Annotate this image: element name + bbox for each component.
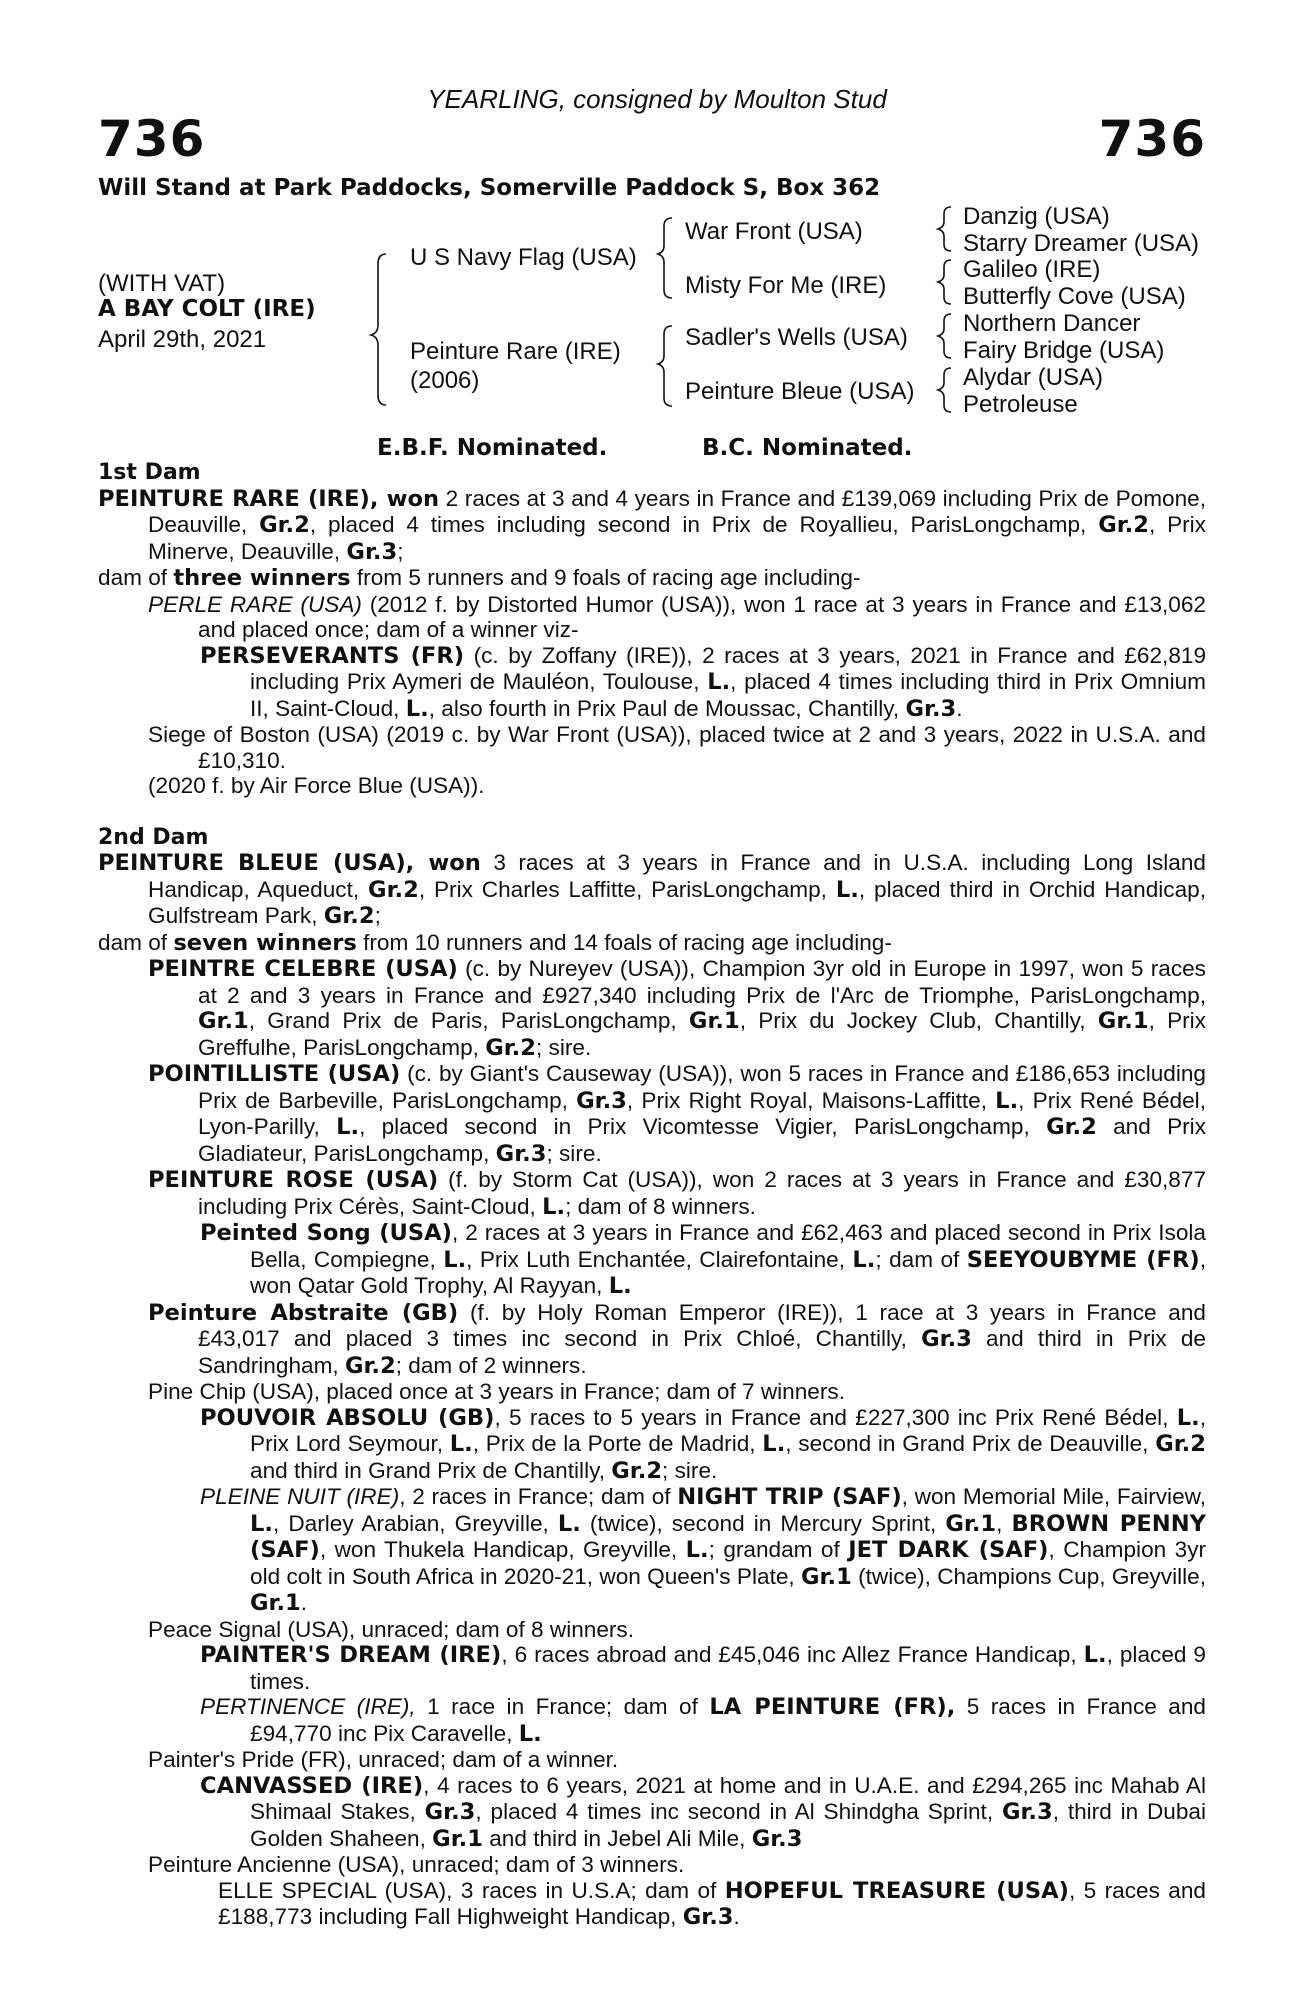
pedigree-braces <box>0 0 1314 440</box>
produce-peinture-rose: PEINTURE ROSE (USA) (f. by Storm Cat (USA)), won 2 races at 3 years in France and £30,877 including Prix Cérès, Saint-Cloud, L.; dam of 8 winners. <box>148 1167 1207 1220</box>
produce-pouvoir-absolu: POUVOIR ABSOLU (GB), 5 races to 5 years in France and £227,300 inc Prix René Bédel, L., Prix Lord Seymour, L., Prix de la Porte de Madrid, L., second in Grand Prix de Deauville, Gr.2 and third in Grand Prix de Chantilly, Gr.2; sire. <box>200 1404 1206 1484</box>
second-dam-record: PEINTURE BLEUE (USA), won 3 races at 3 years in France and in U.S.A. including Long Island Handicap, Aqueduct, Gr.2, Prix Charles Laffitte, ParisLongchamp, L., placed third in Orchid Handicap, Gulfstream Park, Gr.2; <box>98 850 1206 929</box>
produce-pine-chip: Pine Chip (USA), placed once at 3 years in France; dam of 7 winners. <box>148 1379 845 1404</box>
first-dam-record: PEINTURE RARE (IRE), won 2 races at 3 and 4 years in France and £139,069 including Prix de Pomone, Deauville, Gr.2, placed 4 times including second in Prix de Royallieu, ParisLongchamp, Gr.2, Prix Minerve, Deauville, Gr.3; <box>98 485 1206 565</box>
produce-peinture-abstraite: Peinture Abstraite (GB) (f. by Holy Roman Emperor (IRE)), 1 race at 3 years in France and £43,017 and placed 3 times inc second in Prix Chloé, Chantilly, Gr.3 and third in Prix de Sandringham, Gr.2; dam of 2 winners. <box>148 1299 1206 1379</box>
g3-5: Northern Dancer <box>963 310 1141 337</box>
produce-perle-rare: PERLE RARE (USA) (2012 f. by Distorted Humor (USA)), won 1 race at 3 years in France and £13,062 and placed once; dam of a winner viz- <box>148 591 1206 642</box>
first-dam-heading: 1st Dam <box>98 460 201 485</box>
lot-number-left: 736 <box>98 110 206 168</box>
produce-2020-filly: (2020 f. by Air Force Blue (USA)). <box>148 773 485 798</box>
stand-location: Will Stand at Park Paddocks, Somerville Paddock S, Box 362 <box>98 175 881 201</box>
produce-pleine-nuit: PLEINE NUIT (IRE), 2 races in France; dam of NIGHT TRIP (SAF), won Memorial Mile, Fairview, L., Darley Arabian, Greyville, L. (twice), second in Mercury Sprint, Gr.1, BROWN PENNY (SAF), won Thukela Handicap, Greyville, L.; grandam of JET DARK (SAF), Champion 3yr old colt in South Africa in 2020-21, won Queen's Plate, Gr.1 (twice), Champions Cup, Greyville, Gr.1. <box>200 1484 1207 1616</box>
g3-3: Galileo (IRE) <box>963 256 1101 283</box>
dam: Peinture Rare (IRE) <box>410 338 621 365</box>
produce-peintre-celebre: PEINTRE CELEBRE (USA) (c. by Nureyev (USA)), Champion 3yr old in Europe in 1997, won 5 races at 2 and 3 years in France and £927,340 including Prix de l'Arc de Triomphe, ParisLongchamp, Gr.1, Grand Prix de Paris, ParisLongchamp, Gr.1, Prix du Jockey Club, Chantilly, Gr.1, Prix Greffulhe, ParisLongchamp, Gr.2; sire. <box>148 956 1206 1061</box>
lot-number-right: 736 <box>1098 110 1206 168</box>
dam-sire: Sadler's Wells (USA) <box>685 324 908 351</box>
g3-7: Alydar (USA) <box>963 364 1104 391</box>
dam-year: (2006) <box>410 367 480 394</box>
second-dam-heading: 2nd Dam <box>98 824 209 850</box>
produce-pertinence: PERTINENCE (IRE), 1 race in France; dam of LA PEINTURE (FR), 5 races in France and £94,770 inc Pix Caravelle, L. <box>200 1694 1206 1747</box>
horse-name: A BAY COLT (IRE) <box>98 296 316 322</box>
second-dam-produce: dam of seven winners from 10 runners and 14 foals of racing age including- <box>98 929 892 956</box>
produce-peinted-song: Peinted Song (USA), 2 races at 3 years in France and £62,463 and placed second in Prix Isola Bella, Compiegne, L., Prix Luth Enchantée, Clairefontaine, L.; dam of SEEYOUBYME (FR), won Qatar Gold Trophy, Al Rayyan, L. <box>200 1220 1206 1299</box>
produce-siege-of-boston: Siege of Boston (USA) (2019 c. by War Front (USA)), placed twice at 2 and 3 years, 2022 in U.S.A. and £10,310. <box>148 722 1206 773</box>
g3-1: Danzig (USA) <box>963 203 1110 230</box>
bc-nominated: B.C. Nominated. <box>702 435 913 461</box>
first-dam-produce: dam of three winners from 5 runners and 9 foals of racing age including- <box>98 565 861 591</box>
produce-perseverants: PERSEVERANTS (FR) (c. by Zoffany (IRE)), 2 races at 3 years, 2021 in France and £62,819 including Prix Aymeri de Mauléon, Toulouse, L., placed 4 times including third in Prix Omnium II, Saint-Cloud, L., also fourth in Prix Paul de Moussac, Chantilly, Gr.3. <box>200 642 1207 722</box>
produce-peinture-ancienne: Peinture Ancienne (USA), unraced; dam of 3 winners. <box>148 1852 685 1877</box>
g3-2: Starry Dreamer (USA) <box>963 230 1200 257</box>
dam-dam: Peinture Bleue (USA) <box>685 378 915 405</box>
g3-4: Butterfly Cove (USA) <box>963 283 1186 310</box>
produce-pointilliste: POINTILLISTE (USA) (c. by Giant's Causeway (USA)), won 5 races in France and £186,653 including Prix de Barbeville, ParisLongchamp, Gr.3, Prix Right Royal, Maisons-Laffitte, L., Prix René Bédel, Lyon-Parilly, L., placed second in Prix Vicomtesse Vigier, ParisLongchamp, Gr.2 and Prix Gladiateur, ParisLongchamp, Gr.3; sire. <box>148 1061 1206 1167</box>
produce-painters-dream: PAINTER'S DREAM (IRE), 6 races abroad and £45,046 inc Allez France Handicap, L., placed 9 times. <box>200 1642 1206 1694</box>
sire-sire: War Front (USA) <box>685 218 863 245</box>
catalogue-body <box>98 460 1206 1931</box>
vat-note: (WITH VAT) <box>98 270 226 297</box>
g3-8: Petroleuse <box>963 391 1078 418</box>
produce-peace-signal: Peace Signal (USA), unraced; dam of 8 winners. <box>148 1616 635 1642</box>
ebf-nominated: E.B.F. Nominated. <box>377 435 608 461</box>
sire-dam: Misty For Me (IRE) <box>685 272 887 299</box>
sire: U S Navy Flag (USA) <box>410 244 637 271</box>
produce-elle-special: ELLE SPECIAL (USA), 3 races in U.S.A; dam of HOPEFUL TREASURE (USA), 5 races and £188,773 including Fall Highweight Handicap, Gr.3. <box>218 1877 1206 1930</box>
produce-canvassed: CANVASSED (IRE), 4 races to 6 years, 2021 at home and in U.A.E. and £294,265 inc Mahab Al Shimaal Stakes, Gr.3, placed 4 times inc second in Al Shindgha Sprint, Gr.3, third in Dubai Golden Shaheen, Gr.1 and third in Jebel Ali Mile, Gr.3 <box>200 1772 1207 1852</box>
g3-6: Fairy Bridge (USA) <box>963 337 1165 364</box>
horse-dob: April 29th, 2021 <box>98 326 267 353</box>
consignment-line: YEARLING, consigned by Moulton Stud <box>427 84 887 114</box>
produce-painters-pride: Painter's Pride (FR), unraced; dam of a winner. <box>148 1747 619 1772</box>
